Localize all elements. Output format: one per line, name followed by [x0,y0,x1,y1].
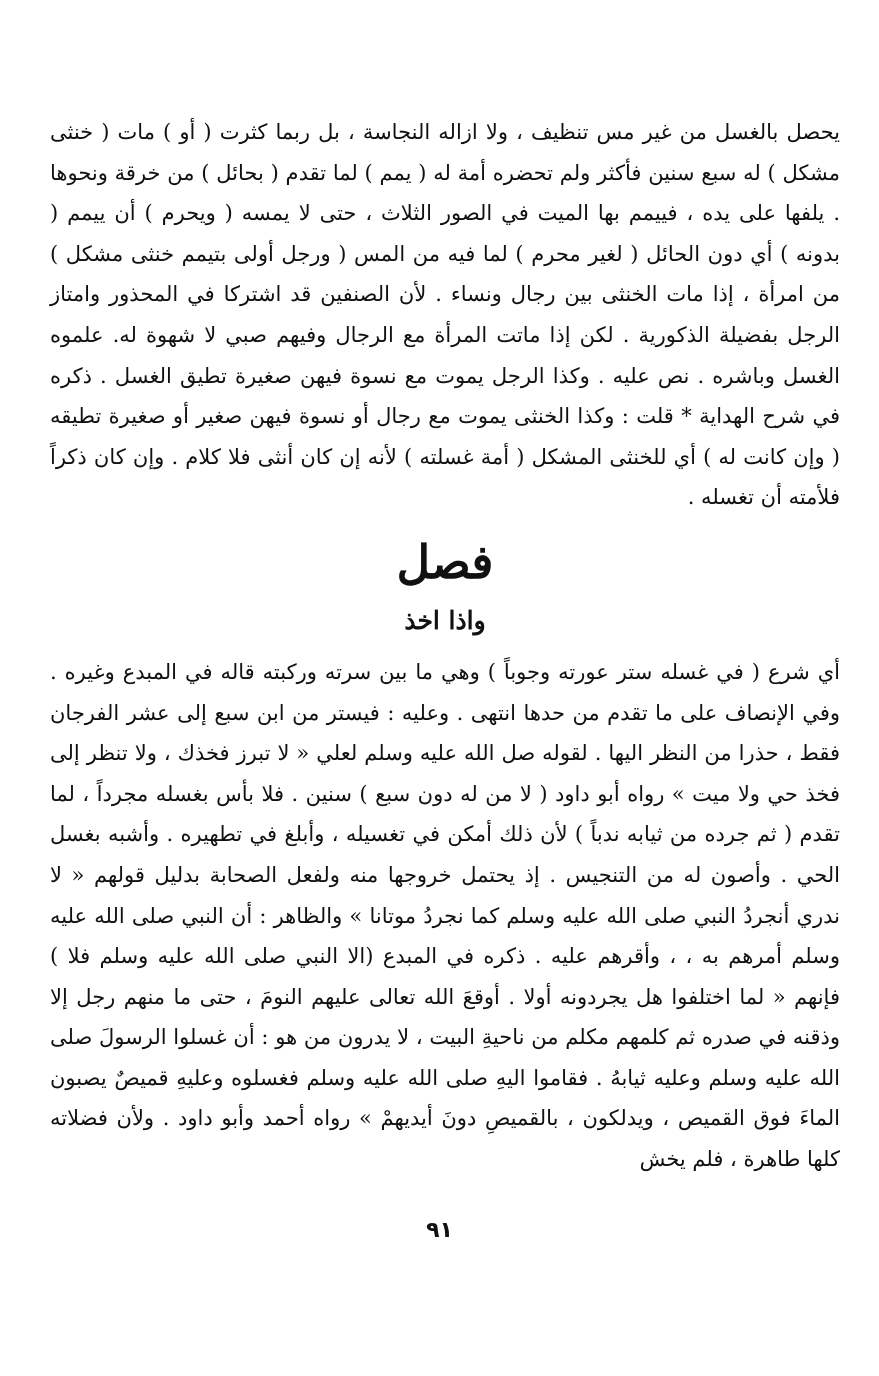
section-heading: فصل [396,534,494,589]
sub-heading: واذا اخذ [404,605,486,635]
paragraph-2: أي شرع ( في غسله ستر عورته وجوباً ) وهي ما بين سرته وركبته قاله في المبدع وغيره . وفي الإنصاف على ما تقدم من حدها انتهى . وعليه : فيستر من ابن سبع إلى عشر الفرجان فقط ، حذرا من النظر اليها . لقوله صل الله عليه وسلم لعلي « لا تبرز فخذك ، ولا تنظر إلى فخذ حي ولا ميت » رواه أبو داود ( لا من له دون سبع ) سنين . فلا بأس بغسله مجرداً ، لما تقدم ( ثم جرده من ثيابه ندباً ) لأن ذلك أمكن في تغسيله ، وأبلغ في تطهيره . وأشبه بغسل الحي . وأصون له من التنجيس . إذ يحتمل خروجها منه ولفعل الصحابة بدليل قولهم « لا ندري أنجردُ النبي صلى الله عليه وسلم كما نجردُ موتانا » والظاهر : أن النبي صلى الله عليه وسلم أمرهم به ، ، وأقرهم عليه . ذكره في المبدع (الا النبي صلى الله عليه وسلم فلا ) فإنهم « لما اختلفوا هل يجردونه أولا . أوقعَ الله تعالى عليهم النومَ ، حتى ما منهم رجل إلا وذقنه في صدره ثم كلمهم مكلم من ناحيةِ البيت ، لا يدرون من هو : أن غسلوا الرسولَ صلى الله عليه وسلم وعليه ثيابهُ . فقاموا اليهِ صلى الله عليه وسلم فغسلوه وعليهِ قميصٌ يصبون الماءَ فوق القميص ، ويدلكون ، بالقميصِ دونَ أيديهمْ » رواه أحمد وأبو داود . ولأن فضلاته كلها طاهرة ، فلم يخش [50,659,840,1172]
page-number: ٩١ [426,1218,453,1243]
page-body [50,112,840,1180]
paragraph-1: يحصل بالغسل من غير مس تنظيف ، ولا ازاله النجاسة ، بل ربما كثرت ( أو ) مات ( خنثى مشكل ) له سبع سنين فأكثر ولم تحضره أمة له ( يمم ) لما تقدم ( بحائل ) من خرقة ونحوها . يلفها على يده ، فييمم بها الميت في الصور الثلاث ، حتى لا يمسه ( ويحرم ) أن ييمم ( بدونه ) أي دون الحائل ( لغير محرم ) لما فيه من المس ( ورجل أولى بتيمم خنثى مشكل ) من امرأة ، إذا مات الخنثى بين رجال ونساء . لأن الصنفين قد اشتركا في المحذور وامتاز الرجل بفضيلة الذكورية . لكن إذا ماتت المرأة مع الرجال وفيهم صبي لا شهوة له. علموه الغسل وباشره . نص عليه . وكذا الرجل يموت مع نسوة فيهن صغيرة تطيق الغسل . ذكره في شرح الهداية * قلت : وكذا الخنثى يموت مع رجال أو نسوة فيهن صغير أو صغيرة تطيقه ( وإن كانت له ) أي للخنثى المشكل ( أمة غسلته ) لأنه إن كان أنثى فلا كلام . وإن كان ذكراً فلأمته أن تغسله . [50,120,840,510]
